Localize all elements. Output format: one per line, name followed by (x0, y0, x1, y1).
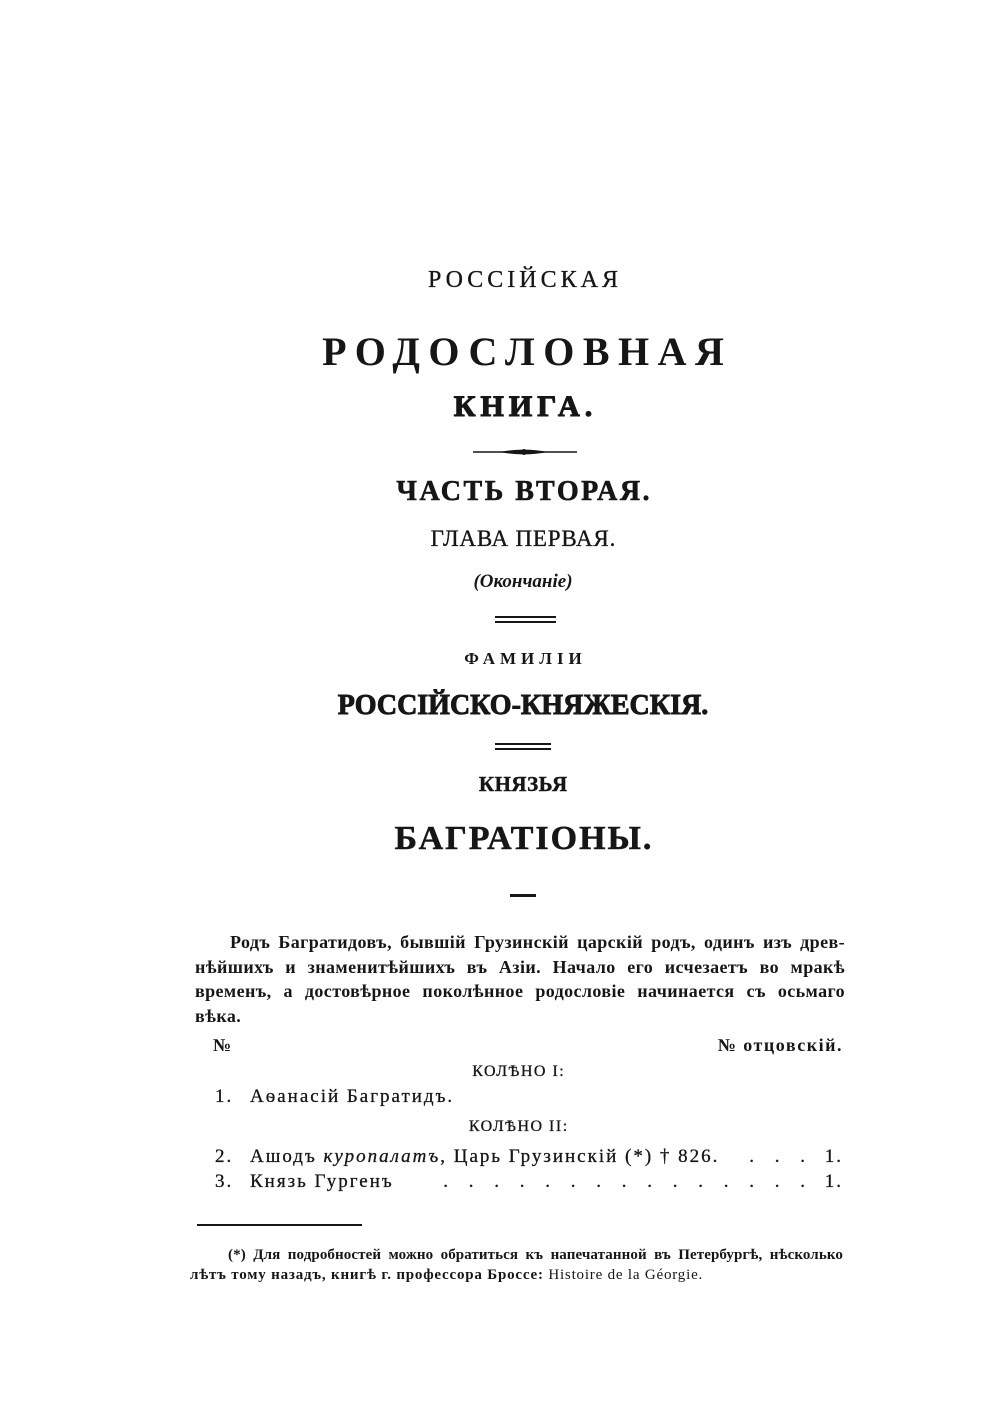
entry-leader-dots: . . . . . . . . . . . . . . . (443, 1171, 813, 1192)
footnote-rule (197, 1224, 362, 1226)
entry-title-italic: куропалатъ (323, 1146, 441, 1167)
family-divider-double-rule (495, 743, 551, 750)
book-title-line-2: РОДОСЛОВНАЯ (322, 329, 733, 374)
ornament-dot (521, 449, 527, 455)
family-name: БАГРАТІОНЫ. (394, 820, 654, 857)
genealogy-table-header (213, 1033, 843, 1057)
table-header-father-number: № отцовскій. (717, 1035, 843, 1055)
footnote-line (190, 1265, 843, 1285)
intro-paragraph-line: вѣка. (195, 1006, 242, 1027)
book-title-line-1: РОССІЙСКАЯ (428, 267, 622, 293)
title-ornament-rule (470, 446, 580, 458)
section-title: РОССІЙСКО-КНЯЖЕСКІЯ. (337, 690, 709, 721)
entry-name-rest: , Царь Грузинскій (*) † 826. (440, 1146, 720, 1167)
chapter-note: (Окончаніе) (473, 571, 573, 592)
part-heading: ЧАСТЬ ВТОРАЯ. (396, 476, 653, 507)
genealogy-entry (215, 1170, 843, 1194)
entry-father-number: 1. (824, 1146, 843, 1167)
footnote-russian-text: лѣтъ тому назадъ, книгѣ г. профессора Броссе: (190, 1267, 549, 1283)
footnote (190, 1245, 843, 1285)
entry-number: 1. (215, 1086, 234, 1107)
entry-number: 3. (215, 1171, 234, 1192)
entry-name-group (250, 1145, 719, 1169)
intro-paragraph-line: временъ, а достовѣрное поколѣнное родословіе начинается съ осьмаго (195, 981, 845, 1002)
book-title-line-3: КНИГА. (453, 390, 598, 423)
footnote-french-title: Histoire de la Géorgie. (548, 1267, 704, 1283)
chapter-heading: ГЛАВА ПЕРВАЯ. (430, 526, 617, 551)
entry-father-number: 1. (824, 1171, 843, 1192)
footnote-line: (*) Для подробностей можно обратиться къ напечатанной въ Петербургѣ, нѣсколько (228, 1247, 843, 1263)
generation-label: КОЛѢНО I: (472, 1063, 566, 1080)
short-dash-rule (510, 894, 536, 897)
intro-paragraph-line: Родъ Багратидовъ, бывшій Грузинскій царскій родъ, одинъ изъ древ- (230, 932, 845, 952)
family-rank: КНЯЗЬЯ (478, 772, 568, 796)
entry-name: Ашодъ (250, 1146, 324, 1167)
intro-paragraph (195, 930, 845, 1029)
section-divider-double-rule (495, 616, 556, 623)
entry-number: 2. (215, 1146, 234, 1167)
genealogy-entry (215, 1145, 843, 1169)
genealogy-entry (215, 1085, 843, 1109)
table-header-number: № (213, 1035, 233, 1055)
intro-paragraph-line: нѣйшихъ и знаменитѣйшихъ въ Азіи. Начало его исчезаетъ во мракѣ (195, 956, 845, 977)
entry-name: Князь Гургенъ (250, 1171, 394, 1192)
generation-label: КОЛѢНО II: (468, 1118, 569, 1135)
entry-name: Аѳанасій Багратидъ. (250, 1086, 455, 1107)
section-label: ФАМИЛІИ (464, 649, 587, 668)
entry-leader-dots: . . . (749, 1146, 813, 1167)
